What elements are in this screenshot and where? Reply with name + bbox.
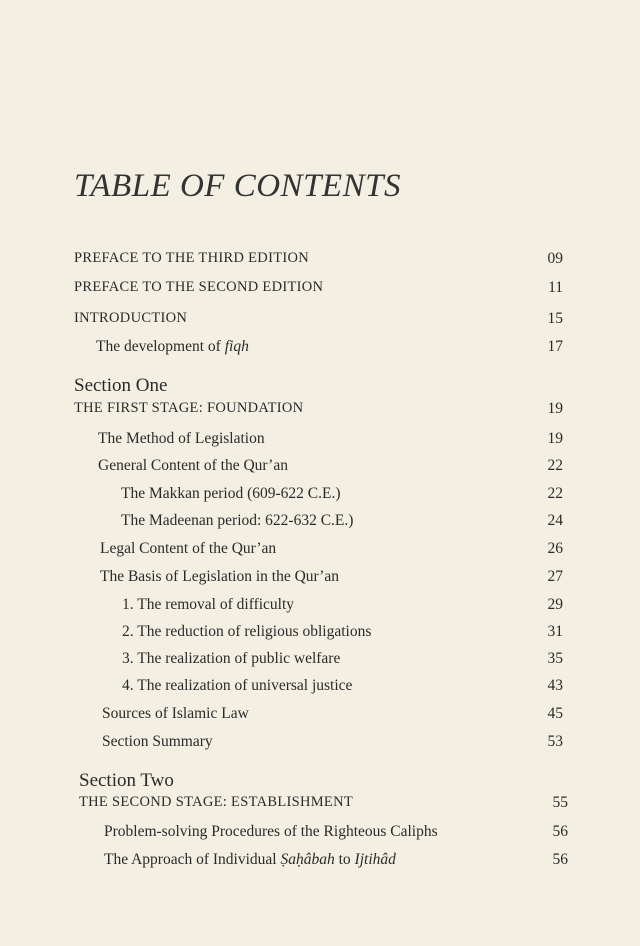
entry-label: The Madeenan period: 622-632 C.E.) [121, 512, 354, 529]
toc-entry [0, 485, 640, 509]
entry-label: 1. The removal of difficulty [122, 596, 295, 613]
toc-entry [0, 512, 640, 536]
entry-label: 2. The reduction of religious obligations [122, 623, 372, 640]
entry-page: 45 [547, 705, 563, 722]
toc-entry [0, 733, 640, 757]
toc-entry [0, 677, 640, 701]
toc-entry-first-stage [0, 400, 640, 424]
section-one-heading: Section One [74, 375, 168, 396]
toc-entry-preface-second [0, 279, 640, 303]
entry-label: Legal Content of the Qur’an [100, 540, 277, 557]
entry-page: 22 [547, 457, 563, 474]
entry-label: 4. The realization of universal justice [122, 677, 353, 694]
toc-entry [0, 650, 640, 674]
toc-entry-second-stage [0, 794, 640, 818]
toc-entry [0, 596, 640, 620]
entry-page: 19 [547, 430, 563, 447]
entry-label: THE FIRST STAGE: FOUNDATION [74, 400, 304, 416]
toc-entry-introduction [0, 310, 640, 334]
entry-label: INTRODUCTION [74, 310, 188, 326]
entry-label: 3. The realization of public welfare [122, 650, 341, 667]
toc-entry [0, 823, 640, 847]
entry-label [96, 338, 249, 356]
entry-label-italic: Ijtihâd [354, 851, 396, 868]
toc-entry [0, 623, 640, 647]
section-two-heading: Section Two [79, 770, 174, 791]
entry-page: 31 [547, 623, 563, 640]
entry-page: 26 [547, 540, 563, 557]
entry-label-italic: fiqh [224, 338, 249, 355]
entry-label-text: The Approach of Individual [104, 851, 281, 868]
toc-entry [0, 430, 640, 454]
entry-label: PREFACE TO THE SECOND EDITION [74, 279, 324, 295]
entry-page: 35 [547, 650, 563, 667]
entry-page: 53 [547, 733, 563, 750]
toc-entry [0, 705, 640, 729]
entry-page: 15 [547, 310, 563, 327]
entry-label: General Content of the Qur’an [98, 457, 288, 474]
entry-label-italic: Ṣaḥâbah [280, 851, 335, 868]
toc-entry [0, 540, 640, 564]
entry-label: Section Summary [102, 733, 213, 750]
toc-entry-preface-third [0, 250, 640, 274]
entry-page: 29 [547, 596, 563, 613]
toc-entry [0, 851, 640, 875]
entry-label: The Method of Legislation [98, 430, 265, 447]
entry-label-text: The development of [96, 338, 225, 355]
toc-entry-development-of-fiqh [0, 338, 640, 362]
entry-page: 56 [552, 851, 568, 868]
entry-label-text: to [334, 851, 355, 868]
entry-page: 19 [547, 400, 563, 417]
entry-page: 09 [547, 250, 563, 267]
entry-page: 27 [547, 568, 563, 585]
toc-entry [0, 457, 640, 481]
entry-label: Problem-solving Procedures of the Righteous Caliphs [104, 823, 438, 840]
entry-page: 43 [547, 677, 563, 694]
entry-page: 22 [547, 485, 563, 502]
entry-label: Sources of Islamic Law [102, 705, 249, 722]
entry-page: 11 [548, 279, 563, 296]
entry-label: THE SECOND STAGE: ESTABLISHMENT [79, 794, 354, 810]
entry-label: The Basis of Legislation in the Qur’an [100, 568, 340, 585]
entry-page: 55 [552, 794, 568, 811]
entry-page: 56 [552, 823, 568, 840]
entry-label [104, 851, 396, 869]
page-title: TABLE OF CONTENTS [74, 168, 401, 204]
entry-page: 17 [547, 338, 563, 355]
entry-page: 24 [547, 512, 563, 529]
toc-entry [0, 568, 640, 592]
entry-label: The Makkan period (609-622 C.E.) [121, 485, 341, 502]
entry-label: PREFACE TO THE THIRD EDITION [74, 250, 310, 266]
